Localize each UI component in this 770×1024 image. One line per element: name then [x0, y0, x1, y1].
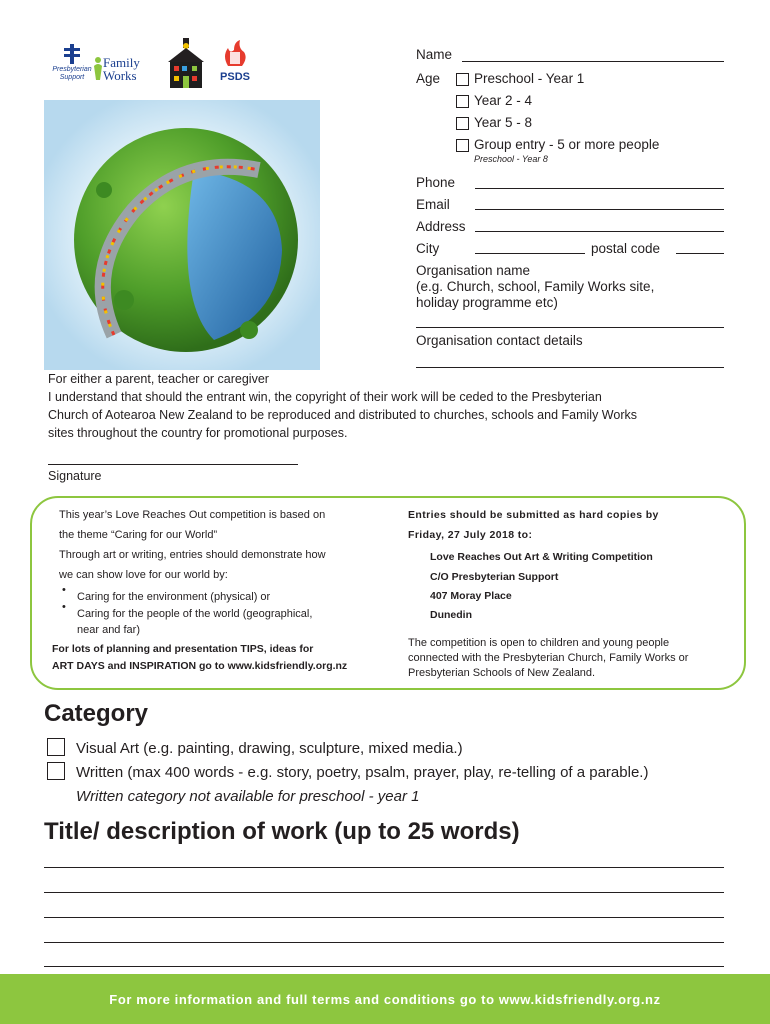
eligibility-line-1: The competition is open to children and young people: [408, 637, 670, 649]
name-label: Name: [416, 47, 453, 62]
age-group-checkbox[interactable]: [456, 139, 469, 152]
family-works-line1: Family: [103, 55, 140, 70]
mail-address-2: C/O Presbyterian Support: [430, 571, 559, 583]
consent-line-1: I understand that should the entrant win, the copyright of their work will be ceded to the Presbyterian: [48, 390, 602, 404]
org-name-label: Organisation name: [416, 263, 531, 278]
description-line-3[interactable]: [44, 917, 724, 918]
phone-label: Phone: [416, 175, 456, 190]
email-field[interactable]: [475, 209, 724, 210]
visual-art-label: Visual Art (e.g. painting, drawing, sculpture, mixed media.): [76, 740, 463, 757]
age-year2-4-label: Year 2 - 4: [474, 93, 533, 108]
org-name-hint-1: (e.g. Church, school, Family Works site,: [416, 279, 655, 294]
bullet-dot-2: •: [62, 601, 66, 613]
eligibility-line-2: connected with the Presbyterian Church, Family Works or: [408, 652, 689, 664]
theme-line-3: Through art or writing, entries should demonstrate how: [59, 549, 326, 561]
title-description-heading: Title/ description of work (up to 25 words): [44, 818, 520, 845]
theme-line-4: we can show love for our world by:: [59, 569, 228, 581]
bullet-2-text-b: near and far): [77, 624, 140, 636]
postal-code-label: postal code: [591, 241, 661, 256]
theme-line-2: the theme “Caring for our World”: [59, 529, 218, 541]
bullet-1-text: Caring for the environment (physical) or: [77, 591, 271, 603]
footer-bar: [0, 974, 770, 1024]
presbyterian-cross-icon: [64, 44, 80, 64]
tips-line-1: For lots of planning and presentation TIPS, ideas for: [52, 643, 314, 655]
psds-text: PSDS: [220, 71, 250, 83]
theme-line-1: This year’s Love Reaches Out competition is based on: [59, 509, 326, 521]
submit-line-1: Entries should be submitted as hard copies by: [408, 509, 659, 521]
phone-field[interactable]: [475, 188, 724, 189]
signature-field[interactable]: [48, 464, 298, 465]
consent-section: [48, 370, 738, 442]
address-label: Address: [416, 219, 466, 234]
postal-code-field[interactable]: [676, 253, 724, 254]
family-works-logo: [103, 56, 140, 82]
family-works-line2: Works: [103, 68, 137, 83]
consent-line-2: Church of Aotearoa New Zealand to be reproduced and distributed to churches, schools and Family Works: [48, 408, 637, 422]
age-label: Age: [416, 71, 441, 86]
written-label: Written (max 400 words - e.g. story, poetry, psalm, prayer, play, re-telling of a parable.): [76, 764, 649, 781]
city-label: City: [416, 241, 440, 256]
age-year2-4-checkbox[interactable]: [456, 95, 469, 108]
footer-text: For more information and full terms and conditions go to www.kidsfriendly.org.nz: [109, 991, 661, 1007]
address-field[interactable]: [475, 231, 724, 232]
psds-flame-icon: [220, 40, 250, 68]
family-figure-icon: [91, 56, 105, 82]
description-line-5[interactable]: [44, 966, 724, 967]
consent-line-3: sites throughout the country for promotional purposes.: [48, 426, 348, 440]
written-category-note: Written category not available for preschool - year 1: [76, 788, 420, 805]
submit-line-2: Friday, 27 July 2018 to:: [408, 529, 533, 541]
description-line-1[interactable]: [44, 867, 724, 868]
age-preschool-label: Preschool - Year 1: [474, 71, 585, 86]
school-house-logo-icon: [166, 38, 206, 90]
name-field[interactable]: [462, 61, 724, 62]
city-field[interactable]: [475, 253, 585, 254]
presbyterian-support-logo: [48, 44, 96, 82]
org-name-hint-2: holiday programme etc): [416, 295, 558, 310]
written-checkbox[interactable]: [47, 762, 65, 780]
description-line-2[interactable]: [44, 892, 724, 893]
description-line-4[interactable]: [44, 942, 724, 943]
tips-line-2: ART DAYS and INSPIRATION go to www.kidsfriendly.org.nz: [52, 660, 348, 672]
bullet-2-text-a: Caring for the people of the world (geographical,: [77, 608, 313, 620]
psds-logo: [215, 40, 255, 83]
mail-address-4: Dunedin: [430, 609, 472, 621]
org-contact-field[interactable]: [416, 367, 724, 368]
consent-heading: For either a parent, teacher or caregiver: [48, 372, 269, 386]
eligibility-line-3: Presbyterian Schools of New Zealand.: [408, 667, 596, 679]
age-year5-8-label: Year 5 - 8: [474, 115, 533, 130]
signature-label: Signature: [48, 469, 102, 483]
globe-illustration: [44, 100, 320, 370]
age-year5-8-checkbox[interactable]: [456, 117, 469, 130]
email-label: Email: [416, 197, 450, 212]
org-contact-label: Organisation contact details: [416, 333, 583, 348]
category-heading: Category: [44, 700, 149, 727]
mail-address-3: 407 Moray Place: [430, 590, 512, 602]
bullet-dot-1: •: [62, 584, 66, 596]
mail-address-1: Love Reaches Out Art & Writing Competition: [430, 551, 653, 563]
visual-art-checkbox[interactable]: [47, 738, 65, 756]
org-name-field[interactable]: [416, 327, 724, 328]
group-entry-note: Preschool - Year 8: [474, 154, 548, 164]
age-group-label: Group entry - 5 or more people: [474, 137, 660, 152]
presbyterian-support-text: Presbyterian Support: [52, 66, 92, 81]
age-preschool-checkbox[interactable]: [456, 73, 469, 86]
